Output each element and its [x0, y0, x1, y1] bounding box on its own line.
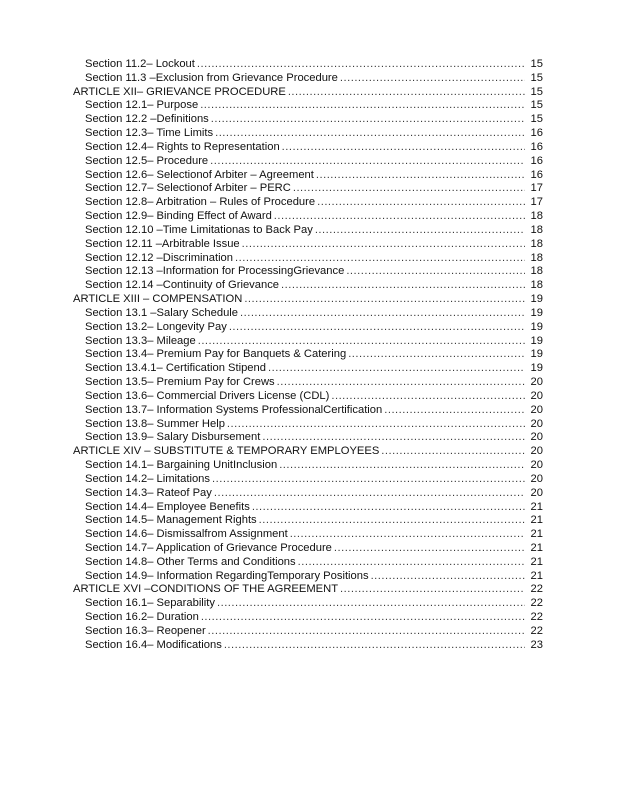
toc-section-row — [73, 127, 543, 141]
dot-leader — [293, 182, 525, 196]
dot-leader — [224, 639, 525, 653]
toc-entry-label: Section 14.9– Information RegardingTemporary Positions — [85, 569, 369, 582]
dot-leader — [210, 155, 525, 169]
toc-page-number: 19 — [530, 334, 543, 347]
toc-page-number: 20 — [530, 431, 543, 444]
toc-section-row — [73, 72, 543, 86]
dot-leader — [316, 169, 525, 183]
dot-leader — [240, 307, 525, 321]
toc-article-row — [73, 86, 543, 100]
toc-entry-label: Section 13.5– Premium Pay for Crews — [85, 376, 275, 389]
toc-entry-label: Section 12.2 –Definitions — [85, 113, 209, 126]
dot-leader — [214, 487, 525, 501]
dot-leader — [274, 210, 525, 224]
toc-entry-label: Section 12.3– Time Limits — [85, 127, 214, 140]
toc-entry-label: Section 14.7– Application of Grievance Procedure — [85, 541, 332, 554]
dot-leader — [268, 362, 525, 376]
toc-page-number: 16 — [530, 140, 543, 153]
dot-leader — [208, 625, 525, 639]
toc-page-number: 16 — [530, 168, 543, 181]
toc-entry-label: Section 16.1– Separability — [85, 597, 215, 610]
dot-leader — [288, 86, 525, 100]
toc-entry-label: Section 14.2– Limitations — [85, 472, 211, 485]
toc-page-number: 19 — [530, 348, 543, 361]
toc-entry-label: ARTICLE XVI –CONDITIONS OF THE AGREEMENT — [73, 583, 339, 596]
toc-page-number: 21 — [530, 514, 543, 527]
toc-page-number: 19 — [530, 306, 543, 319]
dot-leader — [259, 514, 525, 528]
toc-entry-label: Section 12.4– Rights to Representation — [85, 140, 280, 153]
toc-entry-label: Section 13.2– Longevity Pay — [85, 320, 227, 333]
toc-page-number: 20 — [530, 389, 543, 402]
dot-leader — [197, 58, 525, 72]
dot-leader — [200, 99, 525, 113]
toc-entry-label: Section 11.2– Lockout — [85, 58, 195, 70]
toc-page-number: 16 — [530, 154, 543, 167]
dot-leader — [331, 390, 525, 404]
toc-section-row — [73, 141, 543, 155]
dot-leader — [198, 335, 525, 349]
toc-page-number: 16 — [530, 127, 543, 140]
toc-section-row — [73, 597, 543, 611]
toc-section-row — [73, 362, 543, 376]
toc-entry-label: Section 16.3– Reopener — [85, 624, 206, 637]
toc-section-row — [73, 252, 543, 266]
toc-article-row — [73, 583, 543, 597]
dot-leader — [348, 348, 525, 362]
dot-leader — [281, 279, 525, 293]
toc-page-number: 15 — [530, 58, 543, 70]
toc-entry-label: Section 12.8– Arbitration – Rules of Procedure — [85, 196, 316, 209]
toc-section-row — [73, 155, 543, 169]
toc-section-row — [73, 321, 543, 335]
toc-page-number: 18 — [530, 237, 543, 250]
toc-entry-label: Section 12.5– Procedure — [85, 154, 209, 167]
toc-page-number: 20 — [530, 417, 543, 430]
toc-entry-label: Section 13.9– Salary Disbursement — [85, 431, 261, 444]
toc-section-row — [73, 390, 543, 404]
toc-section-row — [73, 265, 543, 279]
dot-leader — [384, 404, 525, 418]
toc-entry-label: Section 11.3 –Exclusion from Grievance Procedure — [85, 71, 338, 84]
toc-page-number: 22 — [530, 624, 543, 637]
toc-page-number: 20 — [530, 445, 543, 458]
toc-page-number: 20 — [530, 376, 543, 389]
toc-entry-label: Section 14.8– Other Terms and Conditions — [85, 555, 296, 568]
dot-leader — [381, 445, 525, 459]
toc-page-number: 22 — [530, 583, 543, 596]
toc-entry-label: ARTICLE XII– GRIEVANCE PROCEDURE — [73, 85, 286, 98]
toc-article-row — [73, 445, 543, 459]
toc-entry-label: Section 12.10 –Time Limitationas to Back Pay — [85, 223, 313, 236]
dot-leader — [298, 556, 525, 570]
toc-section-row — [73, 376, 543, 390]
dot-leader — [340, 72, 525, 86]
toc-page-number: 18 — [530, 265, 543, 278]
toc-page-number: 21 — [530, 541, 543, 554]
toc-entry-label: Section 12.13 –Information for ProcessingGrievance — [85, 265, 345, 278]
toc-entry-label: Section 12.12 –Discrimination — [85, 251, 233, 264]
toc-page-number: 18 — [530, 279, 543, 292]
toc-entry-label: Section 14.5– Management Rights — [85, 514, 257, 527]
toc-section-row — [73, 431, 543, 445]
toc-entry-label: Section 12.9– Binding Effect of Award — [85, 210, 272, 223]
toc-section-row — [73, 196, 543, 210]
toc-page-number: 19 — [530, 320, 543, 333]
toc-entry-label: Section 13.6– Commercial Drivers License (CDL) — [85, 389, 330, 402]
toc-section-row — [73, 238, 543, 252]
toc-section-row — [73, 182, 543, 196]
toc-section-row — [73, 404, 543, 418]
toc-section-row — [73, 473, 543, 487]
toc-entry-label: Section 13.4– Premium Pay for Banquets & Catering — [85, 348, 347, 361]
dot-leader — [215, 127, 525, 141]
toc-page-number: 17 — [530, 196, 543, 209]
dot-leader — [201, 611, 525, 625]
toc-page-number: 21 — [530, 569, 543, 582]
toc-section-row — [73, 459, 543, 473]
dot-leader — [282, 141, 525, 155]
dot-leader — [317, 196, 525, 210]
dot-leader — [229, 321, 525, 335]
dot-leader — [262, 431, 525, 445]
toc-page-number: 17 — [530, 182, 543, 195]
toc-section-row — [73, 556, 543, 570]
toc-section-row — [73, 570, 543, 584]
table-of-contents — [73, 58, 543, 653]
toc-section-row — [73, 307, 543, 321]
toc-section-row — [73, 501, 543, 515]
toc-entry-label: Section 13.4.1– Certification Stipend — [85, 362, 266, 375]
toc-entry-label: Section 16.4– Modifications — [85, 638, 222, 651]
toc-entry-label: Section 14.6– Dismissalfrom Assignment — [85, 528, 288, 541]
toc-page-number: 21 — [530, 555, 543, 568]
dot-leader — [290, 528, 525, 542]
dot-leader — [315, 224, 525, 238]
dot-leader — [235, 252, 525, 266]
dot-leader — [279, 459, 525, 473]
toc-section-row — [73, 348, 543, 362]
toc-entry-label: Section 12.11 –Arbitrable Issue — [85, 237, 240, 250]
dot-leader — [244, 293, 525, 307]
toc-section-row — [73, 625, 543, 639]
toc-page-number: 15 — [530, 85, 543, 98]
toc-page-number: 21 — [530, 528, 543, 541]
toc-page-number: 22 — [530, 597, 543, 610]
toc-entry-label: ARTICLE XIII – COMPENSATION — [73, 293, 243, 306]
toc-page-number: 15 — [530, 71, 543, 84]
toc-page-number: 18 — [530, 223, 543, 236]
toc-entry-label: Section 13.3– Mileage — [85, 334, 196, 347]
toc-entry-label: Section 13.7– Information Systems ProfessionalCertification — [85, 403, 383, 416]
dot-leader — [252, 501, 525, 515]
toc-page-number: 20 — [530, 403, 543, 416]
dot-leader — [340, 583, 525, 597]
toc-section-row — [73, 514, 543, 528]
toc-page-number: 15 — [530, 99, 543, 112]
dot-leader — [227, 418, 525, 432]
dot-leader — [242, 238, 525, 252]
toc-page-number: 19 — [530, 293, 543, 306]
toc-section-row — [73, 99, 543, 113]
toc-section-row — [73, 335, 543, 349]
toc-page-number: 20 — [530, 459, 543, 472]
dot-leader — [277, 376, 525, 390]
dot-leader — [334, 542, 525, 556]
toc-page-number: 20 — [530, 486, 543, 499]
toc-page-number: 23 — [530, 638, 543, 651]
toc-page-number: 15 — [530, 113, 543, 126]
toc-entry-label: Section 13.1 –Salary Schedule — [85, 306, 238, 319]
dot-leader — [211, 113, 525, 127]
toc-section-row — [73, 487, 543, 501]
toc-section-row — [73, 210, 543, 224]
toc-entry-label: Section 14.1– Bargaining UnitInclusion — [85, 459, 278, 472]
toc-entry-label: Section 12.6– Selectionof Arbiter – Agreement — [85, 168, 314, 181]
toc-entry-label: Section 12.1– Purpose — [85, 99, 199, 112]
dot-leader — [212, 473, 525, 487]
toc-section-row — [73, 279, 543, 293]
dot-leader — [217, 597, 525, 611]
toc-section-row — [73, 639, 543, 653]
toc-section-row — [73, 611, 543, 625]
toc-page-number: 18 — [530, 251, 543, 264]
toc-article-row — [73, 293, 543, 307]
toc-page-number: 18 — [530, 210, 543, 223]
dot-leader — [346, 265, 525, 279]
toc-entry-label: Section 12.7– Selectionof Arbiter – PERC — [85, 182, 291, 195]
toc-entry-label: Section 12.14 –Continuity of Grievance — [85, 279, 280, 292]
toc-section-row — [73, 58, 543, 72]
toc-page-number: 21 — [530, 500, 543, 513]
toc-section-row — [73, 113, 543, 127]
toc-page-number: 20 — [530, 472, 543, 485]
toc-entry-label: ARTICLE XIV – SUBSTITUTE & TEMPORARY EMPLOYEES — [73, 445, 380, 458]
toc-section-row — [73, 224, 543, 238]
toc-section-row — [73, 528, 543, 542]
toc-entry-label: Section 14.4– Employee Benefits — [85, 500, 250, 513]
toc-section-row — [73, 169, 543, 183]
toc-entry-label: Section 14.3– Rateof Pay — [85, 486, 212, 499]
toc-section-row — [73, 418, 543, 432]
toc-entry-label: Section 16.2– Duration — [85, 611, 199, 624]
dot-leader — [371, 570, 525, 584]
toc-page-number: 19 — [530, 362, 543, 375]
toc-section-row — [73, 542, 543, 556]
toc-page-number: 22 — [530, 611, 543, 624]
toc-entry-label: Section 13.8– Summer Help — [85, 417, 225, 430]
